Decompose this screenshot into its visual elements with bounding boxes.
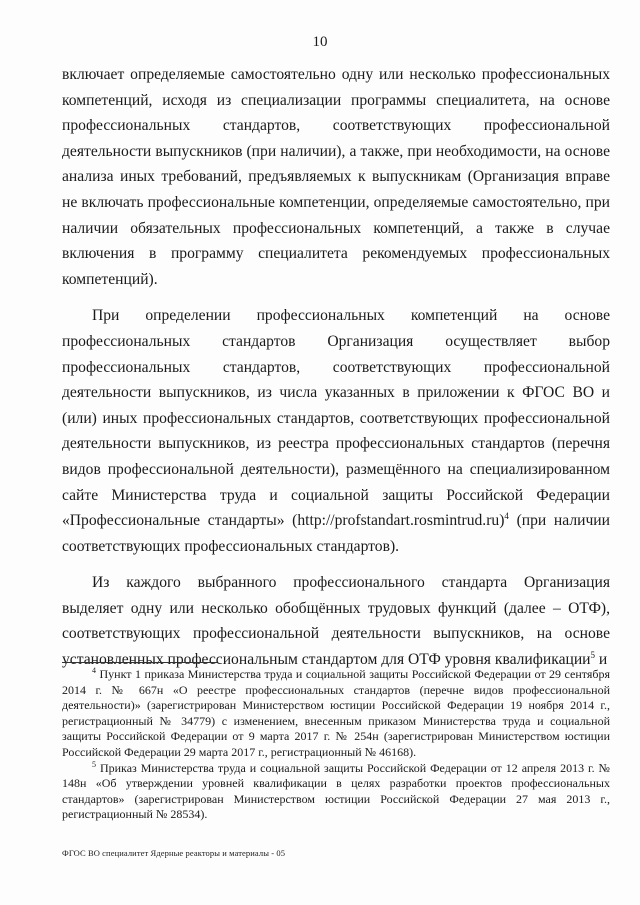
footnote-4-text: Пункт 1 приказа Министерства труда и социальной защиты Российской Федерации от 29 сентября 2014 г. № 667н «О реестре профессиональных стандартов (перечне видов профессиональной деятельности)» (зарегистрирован Министерством юстиции Российской Федерации 19 ноября 2014 г., регистрационный № 34779) с изменением, внесенным приказом Министерства труда и социальной защиты Российской Федерации от 9 марта 2017 г. № 254н (зарегистрирован Министерством юстиции Российской Федерации 29 марта 2017 г., регистрационный № 46168).: [62, 667, 610, 759]
footnote-ref-5: 5: [590, 650, 596, 661]
footnotes: [62, 667, 610, 823]
footnote-5-mark: 5: [92, 759, 96, 769]
document-body: [62, 62, 610, 673]
paragraph-3: [62, 570, 610, 672]
page-number: 10: [312, 34, 328, 50]
paragraph-1: включает определяемые самостоятельно одну или несколько профессиональных компетенций, исходя из специализации программы специалитета, на основе профессиональных стандартов, соответствующих профессиональной деятельности выпускников (при наличии), а также, при необходимости, на основе анализа иных требований, предъявляемых к выпускникам (Организация вправе не включать профессиональные компетенции, определяемые самостоятельно, при наличии обязательных профессиональных компетенций, а также в случае включения в программу специалитета рекомендуемых профессиональных компетенций).: [62, 66, 610, 288]
footnote-4: [62, 667, 610, 761]
footnote-ref-4: 4: [504, 511, 509, 522]
footnote-separator: [62, 662, 217, 663]
page-footer: ФГОС ВО специалитет Ядерные реакторы и материалы - 05: [62, 848, 286, 858]
paragraph-3-text-end: и: [595, 651, 608, 669]
footnote-5: [62, 761, 610, 823]
paragraph-2-text: При определении профессиональных компетенций на основе профессиональных стандартов Организация осуществляет выбор профессиональных стандартов, соответствующих профессиональной деятельности выпускников, из числа указанных в приложении к ФГОС ВО и (или) иных профессиональных стандартов, соответствующих профессиональной деятельности выпускников, из реестра профессиональных стандартов (перечня видов профессиональной деятельности), размещённого на специализированном сайте Министерства труда и социальной защиты Российской Федерации «Профессиональные стандарты» (http://profstandart.rosmintrud.ru): [62, 307, 610, 530]
paragraph-3-text: Из каждого выбранного профессионального стандарта Организация выделяет одну или несколько обобщённых трудовых функций (далее – ОТФ), соответствующих профессиональной деятельности выпускников, на основе установленных профессиональным стандартом для ОТФ уровня квалификации: [62, 574, 610, 669]
paragraph-2: [62, 303, 610, 559]
footnote-4-mark: 4: [92, 666, 96, 675]
paragraph-2-text-end: (при наличии соответствующих профессиональных стандартов).: [62, 512, 610, 555]
footnote-5-text: Приказ Министерства труда и социальной защиты Российской Федерации от 12 апреля 2013 г. № 148н «Об утверждении уровней квалификации в целях разработки проектов профессиональных стандартов» (зарегистрирован Министерством юстиции Российской Федерации 27 мая 2013 г., регистрационный № 28534).: [62, 760, 610, 822]
